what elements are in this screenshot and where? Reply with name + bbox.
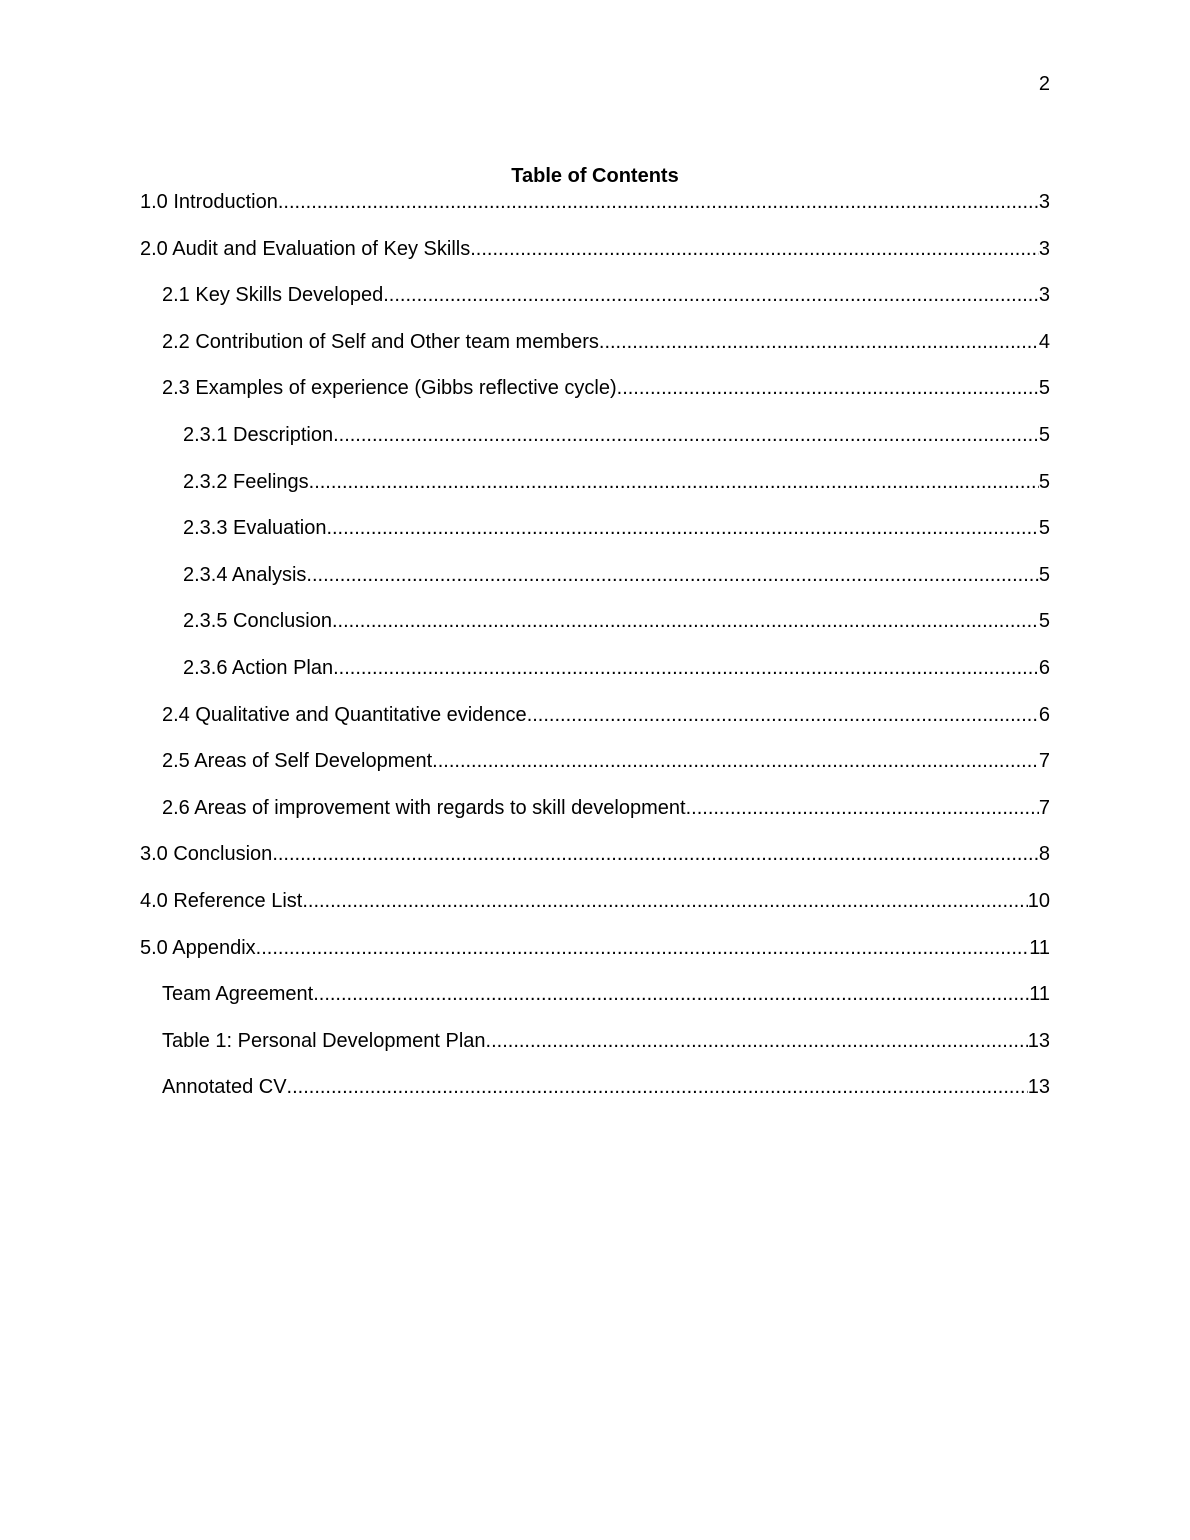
dot-leader	[256, 936, 1030, 960]
toc-entry-title: 2.1 Key Skills Developed	[162, 284, 384, 307]
toc-entry-page-number: 5	[1038, 423, 1050, 446]
toc-entry-title: 2.3.4 Analysis	[183, 563, 307, 586]
toc-entry[interactable]	[140, 376, 1050, 423]
dot-leader	[599, 330, 1039, 354]
toc-entry-page-number: 7	[1038, 750, 1050, 773]
toc-entry-title: 2.3.5 Conclusion	[183, 610, 332, 633]
dot-leader	[332, 609, 1039, 633]
dot-leader	[278, 190, 1039, 214]
page-number: 2	[1038, 73, 1050, 95]
toc-entry-title: 1.0 Introduction	[140, 191, 278, 213]
toc-title: Table of Contents	[511, 165, 679, 187]
toc-entry-title: Annotated CV	[162, 1076, 287, 1099]
toc-entry-page-number: 13	[1027, 1076, 1050, 1099]
toc-entry-title: 2.6 Areas of improvement with regards to skill development	[162, 796, 686, 819]
dot-leader	[326, 516, 1038, 540]
dot-leader	[470, 237, 1039, 261]
toc-entry-title: 2.0 Audit and Evaluation of Key Skills	[140, 237, 471, 260]
toc-entry-page-number: 4	[1038, 330, 1050, 353]
toc-entry-title: 2.3.6 Action Plan	[183, 656, 334, 679]
toc-entry[interactable]	[140, 563, 1050, 610]
toc-entry[interactable]	[140, 1075, 1050, 1122]
toc-entry[interactable]	[140, 796, 1050, 843]
dot-leader	[333, 423, 1039, 447]
dot-leader	[313, 982, 1029, 1006]
toc-entry[interactable]	[140, 330, 1050, 377]
toc-entry[interactable]	[140, 190, 1050, 237]
toc-entry-page-number: 6	[1038, 703, 1050, 726]
toc-entry[interactable]	[140, 703, 1050, 750]
toc-entry-page-number: 5	[1038, 517, 1050, 540]
toc-entry-page-number: 5	[1038, 377, 1050, 400]
toc-entry[interactable]	[140, 609, 1050, 656]
toc-entry[interactable]	[140, 423, 1050, 470]
toc-entry[interactable]	[140, 749, 1050, 796]
dot-leader	[527, 703, 1039, 727]
dot-leader	[486, 1029, 1028, 1053]
toc-entry-page-number: 5	[1038, 610, 1050, 633]
toc-entry-page-number: 6	[1038, 656, 1050, 679]
dot-leader	[432, 749, 1039, 773]
toc-entry-title: 3.0 Conclusion	[140, 843, 273, 866]
toc-entry-page-number: 5	[1038, 563, 1050, 586]
toc-entry-title: 2.2 Contribution of Self and Other team members	[162, 330, 599, 353]
toc-entry-page-number: 11	[1029, 983, 1050, 1006]
toc-entry-title: Table 1: Personal Development Plan	[162, 1029, 486, 1052]
dot-leader	[383, 283, 1039, 307]
toc-entry[interactable]	[140, 516, 1050, 563]
toc-entry-title: 2.5 Areas of Self Development	[162, 750, 433, 773]
toc-entry-page-number: 10	[1027, 889, 1050, 912]
toc-entry-title: 5.0 Appendix	[140, 936, 256, 959]
toc-entry-page-number: 7	[1038, 796, 1050, 819]
toc-entry[interactable]	[140, 936, 1050, 983]
toc-entry-title: 2.3.3 Evaluation	[183, 517, 327, 540]
toc-entry-title: 2.3.2 Feelings	[183, 470, 309, 493]
dot-leader	[306, 563, 1038, 587]
toc-entry-page-number: 11	[1029, 936, 1050, 959]
toc-entry[interactable]	[140, 283, 1050, 330]
toc-entry[interactable]	[140, 982, 1050, 1029]
toc-entry[interactable]	[140, 237, 1050, 284]
toc-entry-page-number: 8	[1038, 843, 1050, 866]
toc-entry-title: Team Agreement	[162, 983, 314, 1006]
toc-entry-page-number: 3	[1038, 237, 1050, 260]
toc-entry-title: 2.4 Qualitative and Quantitative evidence	[162, 703, 527, 726]
toc-entry-page-number: 3	[1038, 284, 1050, 307]
table-of-contents	[140, 190, 1050, 1122]
dot-leader	[287, 1075, 1028, 1099]
dot-leader	[686, 796, 1039, 820]
dot-leader	[272, 842, 1039, 866]
toc-entry-page-number: 3	[1038, 191, 1050, 213]
toc-entry[interactable]	[140, 470, 1050, 517]
dot-leader	[333, 656, 1039, 680]
toc-entry-page-number: 5	[1038, 470, 1050, 493]
toc-entry[interactable]	[140, 1029, 1050, 1076]
toc-entry[interactable]	[140, 842, 1050, 889]
toc-entry[interactable]	[140, 889, 1050, 936]
dot-leader	[309, 470, 1039, 494]
toc-entry-title: 4.0 Reference List	[140, 889, 303, 912]
toc-entry-title: 2.3.1 Description	[183, 423, 334, 446]
toc-entry[interactable]	[140, 656, 1050, 703]
toc-entry-title: 2.3 Examples of experience (Gibbs reflective cycle)	[162, 377, 617, 400]
toc-entry-page-number: 13	[1027, 1029, 1050, 1052]
dot-leader	[617, 376, 1039, 400]
dot-leader	[302, 889, 1027, 913]
